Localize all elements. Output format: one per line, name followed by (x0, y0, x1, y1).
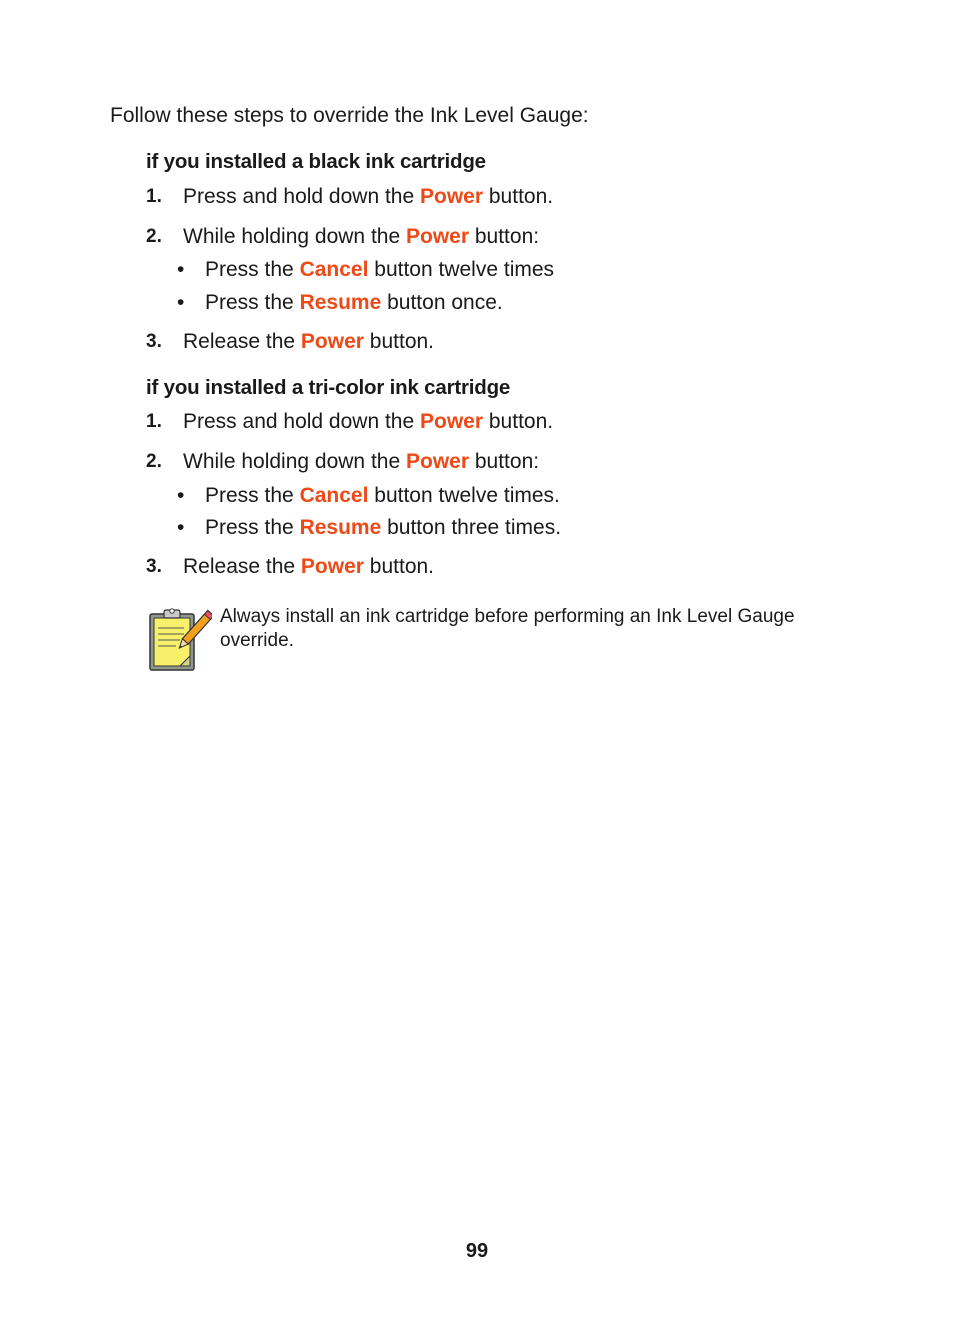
step-text: Press the (205, 291, 294, 314)
step-tricolor-2 (183, 449, 539, 475)
bullet: • (177, 516, 185, 539)
step-text: Release the (183, 555, 296, 578)
step-number: 3. (146, 331, 162, 352)
notepad-pencil-icon (146, 604, 212, 672)
substep-black-resume (205, 290, 503, 316)
power-keyword: Power (420, 185, 484, 208)
step-text: button. (369, 330, 435, 353)
step-text: While holding down the (183, 225, 401, 248)
step-text: button once. (387, 291, 503, 314)
step-text: button: (474, 225, 540, 248)
cancel-keyword: Cancel (299, 258, 369, 281)
step-text: While holding down the (183, 450, 401, 473)
substep-tricolor-cancel (205, 483, 560, 509)
step-text: button: (474, 450, 540, 473)
step-text: button twelve times (374, 258, 555, 281)
step-text: button. (369, 555, 435, 578)
bullet: • (177, 258, 185, 281)
step-text: Press the (205, 484, 294, 507)
step-number: 1. (146, 411, 162, 432)
power-keyword: Power (405, 450, 470, 473)
substep-black-cancel (205, 257, 554, 283)
bullet: • (177, 484, 185, 507)
intro-text: Follow these steps to override the Ink Level Gauge: (110, 104, 589, 127)
step-text: button. (488, 185, 554, 208)
step-text: button twelve times. (374, 484, 560, 507)
step-text: Press the (205, 258, 294, 281)
step-black-2 (183, 224, 539, 250)
power-keyword: Power (405, 225, 470, 248)
step-text: Press and hold down the (183, 410, 415, 433)
bullet: • (177, 291, 185, 314)
cancel-keyword: Cancel (299, 484, 369, 507)
note-text: Always install an ink cartridge before performing an Ink Level Gauge override. (220, 606, 795, 651)
step-number: 3. (146, 556, 162, 577)
substep-tricolor-resume (205, 515, 561, 541)
step-text: Release the (183, 330, 296, 353)
step-number: 2. (146, 451, 162, 472)
resume-keyword: Resume (299, 516, 382, 539)
section-heading-black: if you installed a black ink cartridge (146, 150, 486, 173)
step-text: button three times. (387, 516, 562, 539)
step-black-1 (183, 184, 553, 210)
power-keyword: Power (300, 555, 364, 578)
step-text: Press the (205, 516, 294, 539)
step-text: button. (488, 410, 554, 433)
step-number: 2. (146, 226, 162, 247)
power-keyword: Power (300, 330, 364, 353)
page-number: 99 (465, 1240, 489, 1262)
resume-keyword: Resume (299, 291, 382, 314)
step-number: 1. (146, 186, 162, 207)
step-tricolor-1 (183, 409, 553, 435)
power-keyword: Power (420, 410, 484, 433)
step-text: Press and hold down the (183, 185, 415, 208)
step-black-3 (183, 329, 434, 355)
step-tricolor-3 (183, 554, 434, 580)
section-heading-tricolor: if you installed a tri-color ink cartridge (146, 376, 511, 399)
